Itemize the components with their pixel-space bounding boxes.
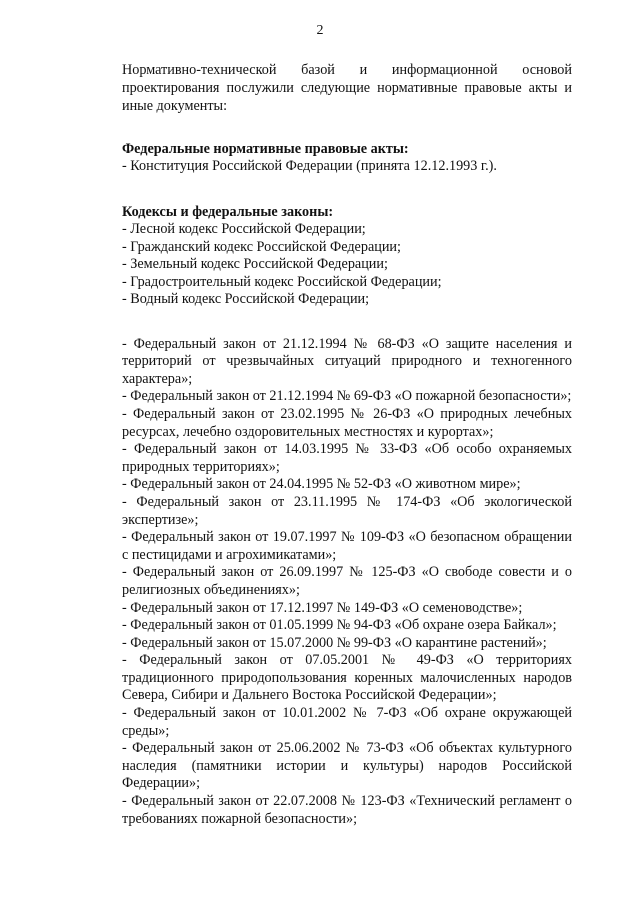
law-item: - Федеральный закон от 22.07.2008 № 123-ФЗ «Технический регламент о требованиях пожарной безопасности»;	[122, 793, 572, 827]
intro-paragraph	[122, 61, 572, 116]
page-number: 2	[316, 23, 324, 38]
code-item: - Гражданский кодекс Российской Федерации;	[122, 238, 401, 255]
law-item: - Федеральный закон от 17.12.1997 № 149-ФЗ «О семеноводстве»;	[122, 599, 523, 616]
document-body	[122, 61, 572, 828]
law-item: - Федеральный закон от 23.02.1995 № 26-ФЗ «О природных лечебных ресурсах, лечебно оздоровительных местностях и курортах»;	[122, 405, 572, 440]
code-item: - Лесной кодекс Российской Федерации;	[122, 221, 366, 238]
law-item: - Федеральный закон от 15.07.2000 № 99-ФЗ «О карантине растений»;	[122, 634, 547, 651]
law-item: - Федеральный закон от 26.09.1997 № 125-ФЗ «О свободе совести и о религиозных объединениях»;	[122, 564, 572, 598]
federal-acts-heading: Федеральные нормативные правовые акты:	[122, 140, 409, 157]
law-item: - Федеральный закон от 23.11.1995 № 174-ФЗ «Об экологической экспертизе»;	[122, 493, 572, 528]
code-item: - Земельный кодекс Российской Федерации;	[122, 256, 388, 273]
law-item: - Федеральный закон от 24.04.1995 № 52-ФЗ «О животном мире»;	[122, 476, 521, 493]
intro-text: проектирования послужили следующие нормативные правовые акты и иные документы:	[122, 80, 572, 115]
law-item: - Федеральный закон от 14.03.1995 № 33-ФЗ «Об особо охраняемых природных территориях»;	[122, 441, 572, 475]
law-item: - Федеральный закон от 21.12.1994 № 69-ФЗ «О пожарной безопасности»;	[122, 388, 572, 405]
law-item: - Федеральный закон от 19.07.1997 № 109-ФЗ «О безопасном обращении с пестицидами и агрохимикатами»;	[122, 529, 572, 563]
law-item: - Федеральный закон от 01.05.1999 № 94-ФЗ «Об охране озера Байкал»;	[122, 617, 557, 634]
code-item: - Градостроительный кодекс Российской Федерации;	[122, 273, 442, 290]
law-item: - Федеральный закон от 07.05.2001 № 49-ФЗ «О территориях традиционного природопользования коренных малочисленных народов Севера, Сибири и Дальнего Востока Российской Федерации»;	[122, 652, 572, 704]
law-item: - Федеральный закон от 25.06.2002 № 73-ФЗ «Об объектах культурного наследия (памятники истории и культуры) народов Российской Федерации»;	[122, 740, 572, 792]
federal-act-item: - Конституция Российской Федерации (принята 12.12.1993 г.).	[122, 157, 497, 174]
law-item: - Федеральный закон от 10.01.2002 № 7-ФЗ «Об охране окружающей среды»;	[122, 705, 572, 739]
code-item: - Водный кодекс Российской Федерации;	[122, 291, 370, 308]
codes-heading: Кодексы и федеральные законы:	[122, 204, 334, 221]
law-item: - Федеральный закон от 21.12.1994 № 68-ФЗ «О защите населения и территорий от чрезвычайных ситуаций природного и техногенного характера»;	[122, 335, 572, 387]
intro-line-1: Нормативно-технической базой и информационной основой	[122, 62, 572, 78]
